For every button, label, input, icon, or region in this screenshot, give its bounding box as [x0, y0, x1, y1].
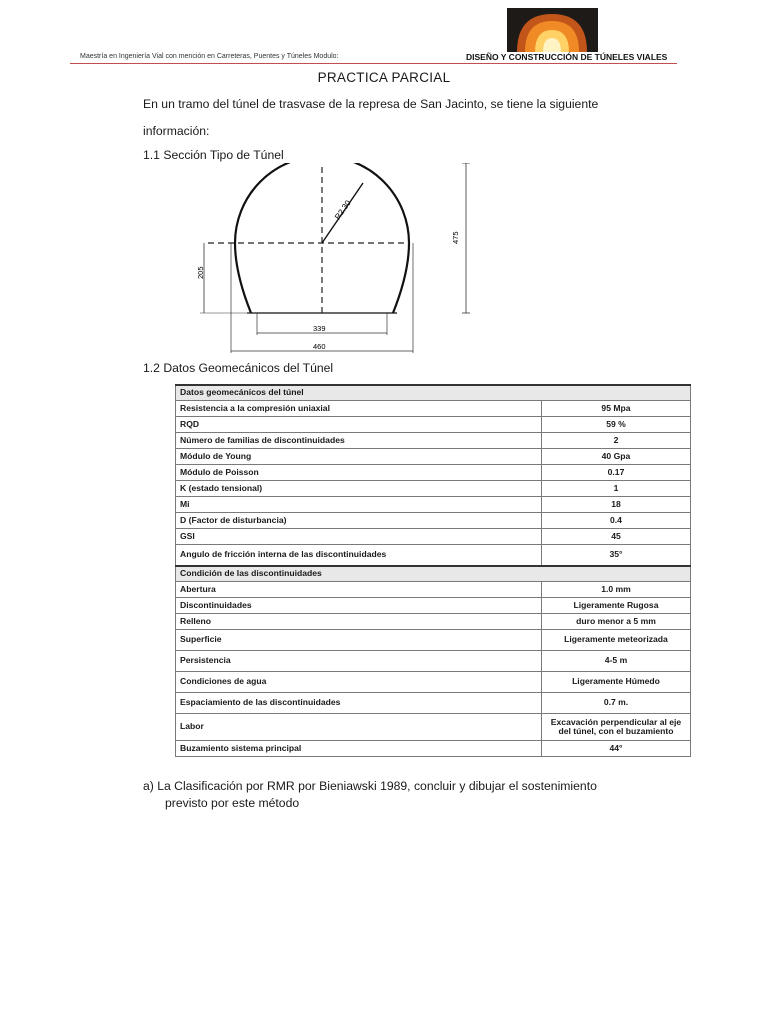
table-section-header: Datos geomecánicos del túnel [176, 385, 691, 401]
table-row: Resistencia a la compresión uniaxial 95 Mpa [176, 401, 691, 417]
question-a [143, 778, 663, 812]
table-row: Mi 18 [176, 497, 691, 513]
table-row: Módulo de Young 40 Gpa [176, 449, 691, 465]
table-row: Espaciamiento de las discontinuidades 0.7 m. [176, 693, 691, 714]
header-divider [70, 63, 677, 64]
table-row: Angulo de fricción interna de las discontinuidades 35° [176, 545, 691, 567]
header-course: DISEÑO Y CONSTRUCCIÓN DE TÚNELES VIALES [466, 52, 668, 62]
height-wall-label: 205 [196, 266, 205, 279]
width-total-label: 460 [313, 342, 326, 351]
header-program: Maestría en Ingeniería Vial con mención en Carreteras, Puentes y Túneles Modulo: [80, 53, 339, 60]
table-row: K (estado tensional) 1 [176, 481, 691, 497]
table-row: Labor Excavación perpendicular al eje del túnel, con el buzamiento [176, 714, 691, 741]
table-row: Abertura 1.0 mm [176, 582, 691, 598]
table-row: Relleno duro menor a 5 mm [176, 614, 691, 630]
page-title: PRACTICA PARCIAL [317, 70, 451, 85]
question-a-line-1: a) La Clasificación por RMR por Bieniawski 1989, concluir y dibujar el sostenimiento [143, 779, 597, 793]
section-heading-1: 1.1 Sección Tipo de Túnel [143, 148, 284, 162]
intro-line-1: En un tramo del túnel de trasvase de la represa de San Jacinto, se tiene la siguiente [143, 97, 599, 111]
table-row: D (Factor de disturbancia) 0.4 [176, 513, 691, 529]
table-row: Persistencia 4-5 m [176, 651, 691, 672]
width-floor-label: 339 [313, 324, 326, 333]
table-row: GSI 45 [176, 529, 691, 545]
radius-label: R2.30 [333, 198, 353, 222]
table-row: Condiciones de agua Ligeramente Húmedo [176, 672, 691, 693]
section-heading-2: 1.2 Datos Geomecánicos del Túnel [143, 361, 334, 375]
table-section-header: Condición de las discontinuidades [176, 566, 691, 582]
table-row: Superficie Ligeramente meteorizada [176, 630, 691, 651]
table-row: Módulo de Poisson 0.17 [176, 465, 691, 481]
table-row: RQD 59 % [176, 417, 691, 433]
height-total-label: 475 [451, 231, 460, 244]
question-a-line-2: previsto por este método [165, 796, 300, 810]
tunnel-photo [507, 8, 598, 52]
table-row: Número de familias de discontinuidades 2 [176, 433, 691, 449]
tunnel-section-drawing [183, 163, 473, 358]
intro-line-2: información: [143, 124, 210, 138]
table-row: Discontinuidades Ligeramente Rugosa [176, 598, 691, 614]
table-row: Buzamiento sistema principal 44° [176, 741, 691, 757]
geomechanical-data-table [175, 384, 691, 757]
